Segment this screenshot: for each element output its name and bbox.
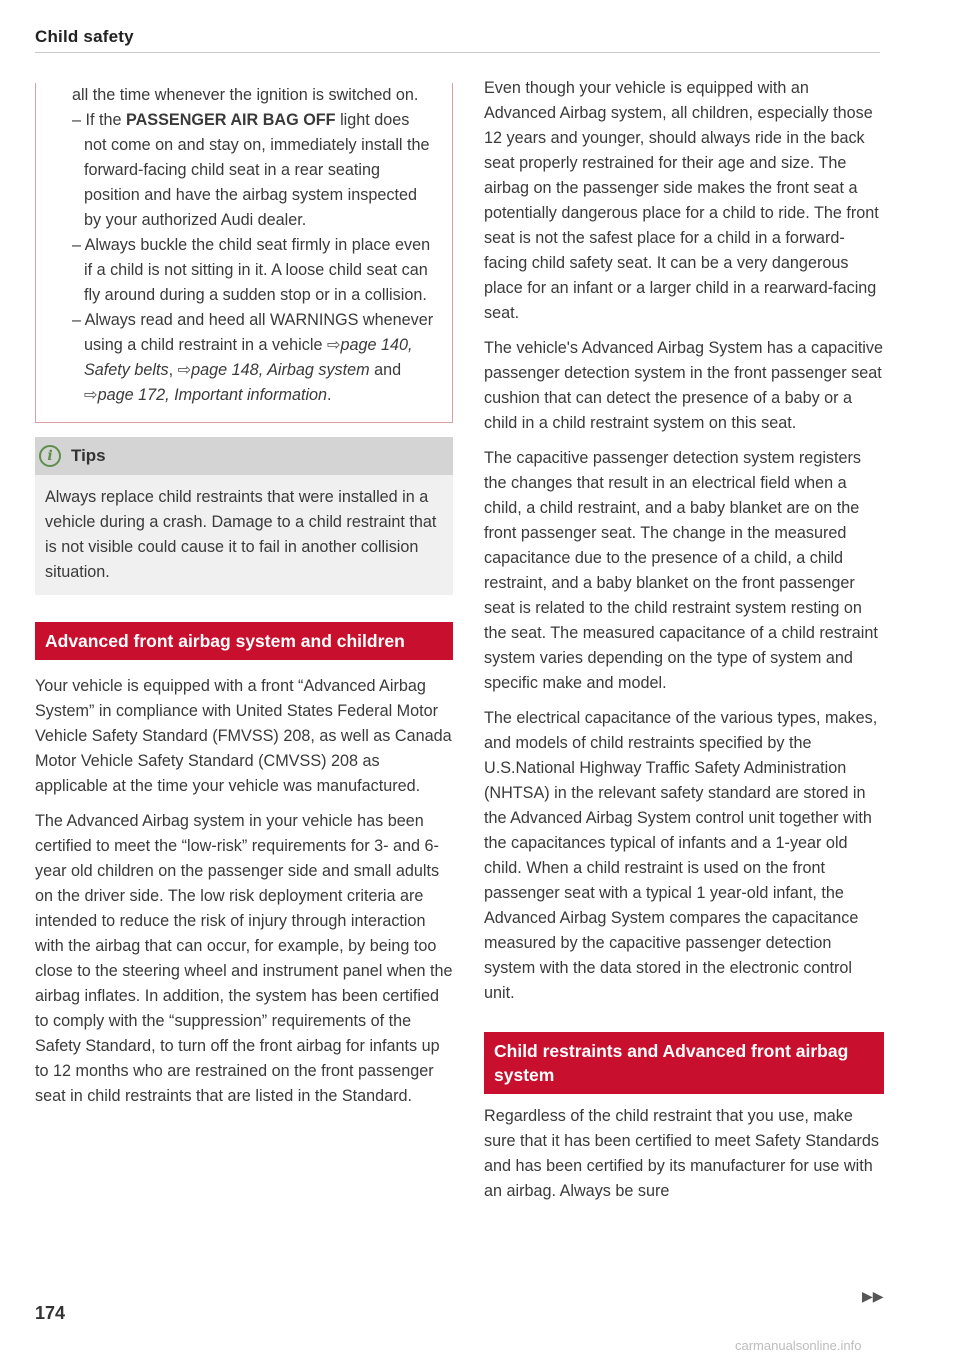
paragraph: The Advanced Airbag system in your vehicle has been certified to meet the “low-risk” requirements for 3- and 6-year old children on the passenger side and small adults on the driver side. The low risk deployment criteria are intended to reduce the risk of injury through interaction with the airbag that can occur, for example, by being too close to the steering wheel and instrument panel when the airbag inflates. In addition, the system has been certified to comply with the “suppression” requirements of the Safety Standard, to turn off the front airbag for infants up to 12 months who are restrained on the front passenger seat in child restraints that are listed in the Standard. bbox=[35, 812, 453, 1105]
paragraph: Regardless of the child restraint that you use, make sure that it has been certified to meet Safety Standards and has been certified by its manufacturer for use with an airbag. Always be sure bbox=[484, 1107, 880, 1200]
tips-body bbox=[35, 475, 453, 595]
section-heading-child-restraints: Child restraints and Advanced front airbag system bbox=[484, 1032, 884, 1094]
warning-bullet-3-text: Always read and heed all WARNINGS whenever using a child restraint in a vehicle bbox=[84, 311, 434, 354]
tips-header bbox=[35, 437, 453, 475]
page-ref-arrow-icon: ⇨ bbox=[326, 336, 341, 354]
header-divider bbox=[35, 52, 880, 53]
paragraph: The vehicle's Advanced Airbag System has a capacitive passenger detection system in the front passenger seat cushion that can detect the presence of a baby or a child in a child restraint system on this seat. bbox=[484, 339, 884, 432]
passenger-airbag-off-label: PASSENGER AIR BAG OFF bbox=[126, 111, 336, 129]
paragraph: The electrical capacitance of the various types, makes, and models of child restraints specified by the U.S.National Highway Traffic Safety Administration (NHTSA) in the relevant safety standard are stored in the Advanced Airbag System control unit together with the capacitances typical of infants and a 1-year old child. When a child restraint is used on the front passenger seat with a typical 1 year-old infant, the Advanced Airbag System compares the capacitance measured by the capacitive passenger detection system with the data stored in the electronic control unit. bbox=[484, 709, 878, 1002]
warning-box-bottom bbox=[35, 408, 453, 423]
right-column bbox=[484, 76, 884, 1204]
tips-text: Always replace child restraints that were installed in a vehicle during a crash. Damage to a child restraint that is not visible could cause it to fail in another collision situation. bbox=[45, 488, 437, 581]
section-title: Child safety bbox=[35, 27, 134, 46]
ref-safety-belts-link[interactable]: page 140, Safety belts bbox=[84, 336, 413, 379]
warning-bullet-3: – Always read and heed all WARNINGS whenever using a child restraint in a vehicle ⇨page 140, Safety belts, ⇨page 148, Airbag system and ⇨page 172, Important information. bbox=[72, 311, 434, 404]
paragraph: Your vehicle is equipped with a front “Advanced Airbag System” in compliance with United States Federal Motor Vehicle Safety Standard (FMVSS) 208, as well as Canada Motor Vehicle Safety Standard (CMVSS) 208 as applicable at the time your vehicle was manufactured. bbox=[35, 677, 452, 795]
ref-end: . bbox=[327, 386, 332, 404]
warning-bullet-1-suffix: light does not come on and stay on, immediately install the forward-facing child seat in a rear seating position and have the airbag system inspected by your authorized Audi dealer. bbox=[84, 111, 430, 229]
paragraph: Even though your vehicle is equipped with an Advanced Airbag system, all children, especially those 12 years and younger, should always ride in the back seat properly restrained for their age and size. The airbag on the passenger side makes the front seat a potentially dangerous place for a child to ride. The front seat is not the safest place for a child in a forward-facing child safety seat. It can be a very dangerous place for an infant or a larger child in a rearward-facing seat. bbox=[484, 79, 879, 322]
left-column bbox=[35, 83, 453, 1109]
watermark: carmanualsonline.info bbox=[735, 1338, 862, 1353]
warning-bullet-1: – If the PASSENGER AIR BAG OFF light does not come on and stay on, immediately install the forward-facing child seat in a rear seating position and have the airbag system inspected by your authorized Audi dealer. bbox=[72, 111, 430, 229]
ref-airbag-system-link[interactable]: page 148, Airbag system bbox=[191, 361, 370, 379]
warning-box bbox=[35, 83, 453, 408]
warning-bullet-2-text: Always buckle the child seat firmly in place even if a child is not sitting in it. A loose child seat can fly around during a sudden stop or in a collision. bbox=[84, 236, 431, 304]
page-ref-arrow-icon: ⇨ bbox=[84, 386, 98, 404]
warning-continued-text: all the time whenever the ignition is switched on. bbox=[72, 86, 419, 104]
warning-bullet-1-prefix: If the bbox=[85, 111, 127, 129]
warning-list bbox=[64, 108, 434, 408]
page-ref-arrow-icon: ⇨ bbox=[177, 361, 192, 379]
tips-label: Tips bbox=[71, 446, 106, 465]
section-heading-advanced-airbag: Advanced front airbag system and children bbox=[35, 622, 453, 660]
ref-important-information-link[interactable]: page 172, Important information bbox=[97, 386, 328, 404]
continue-arrow-icon: ▶▶ bbox=[862, 1288, 884, 1304]
ref-and: and bbox=[369, 361, 402, 379]
info-icon: i bbox=[39, 445, 61, 467]
ref-separator: , bbox=[168, 361, 178, 379]
warning-bullet-2: – Always buckle the child seat firmly in place even if a child is not sitting in it. A loose child seat can fly around during a sudden stop or in a collision. bbox=[72, 236, 431, 304]
paragraph: The capacitive passenger detection system registers the changes that result in an electrical field when a child, a child restraint, and a baby blanket are on the front passenger seat. The change in the measured capacitance due to the presence of a child, a child restraint, and a baby blanket on the front passenger seat is related to the child restraint system resting on the seat. The measured capacitance of a child restraint system varies depending on the type of system and specific make and model. bbox=[484, 449, 878, 692]
page-number: 174 bbox=[35, 1303, 66, 1323]
